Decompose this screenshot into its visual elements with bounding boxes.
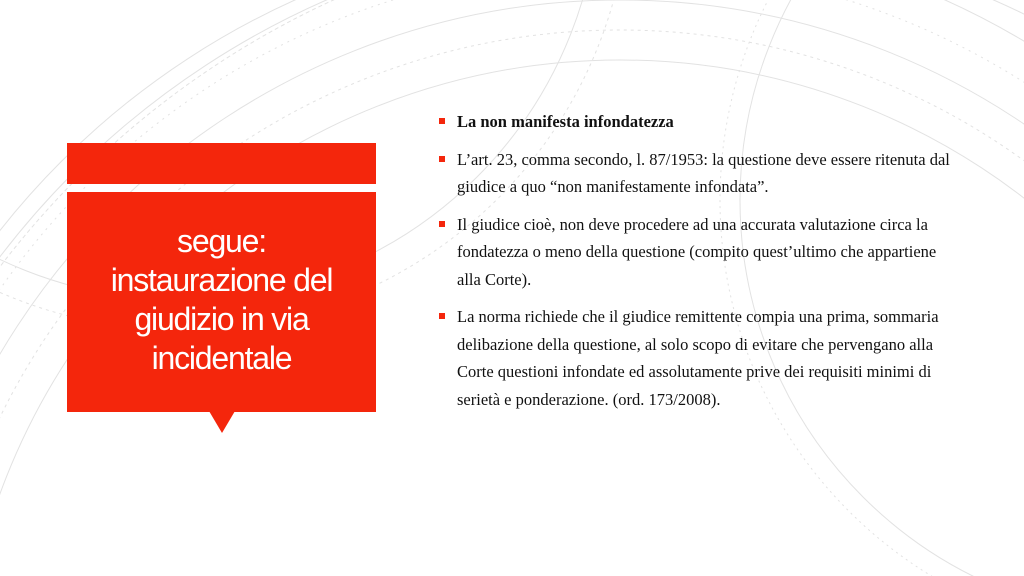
square-bullet-icon bbox=[439, 118, 445, 124]
square-bullet-icon bbox=[439, 313, 445, 319]
accent-bar bbox=[67, 143, 376, 184]
slide-title-line: giudizio in via bbox=[134, 301, 309, 337]
slide-title bbox=[82, 222, 362, 378]
bullet-heading: La non manifesta infondatezza bbox=[457, 112, 674, 131]
bullet-text: L’art. 23, comma secondo, l. 87/1953: la questione deve essere ritenuta dal giudice a quo “non manifestamente infondata”. bbox=[457, 149, 950, 196]
bullet-item bbox=[436, 108, 956, 136]
title-pointer bbox=[209, 411, 235, 433]
bullet-item bbox=[436, 303, 956, 413]
slide-title-line: segue: bbox=[177, 223, 266, 259]
bullet-item bbox=[436, 211, 956, 294]
slide-title-line: instaurazione del bbox=[110, 262, 333, 298]
square-bullet-icon bbox=[439, 221, 445, 227]
bullet-item bbox=[436, 146, 956, 201]
bullet-list bbox=[436, 108, 956, 413]
square-bullet-icon bbox=[439, 156, 445, 162]
title-box bbox=[67, 192, 376, 412]
bullet-text: Il giudice cioè, non deve procedere ad una accurata valutazione circa la fondatezza o meno della questione (compito quest’ultimo che appartiene alla Corte). bbox=[457, 214, 937, 289]
bullet-text: La norma richiede che il giudice remittente compia una prima, sommaria delibazione della questione, al solo scopo di evitare che pervengano alla Corte questioni infondate ed assolutamente prive dei requisiti minimi di serietà e ponderazione. (ord. 173/2008). bbox=[457, 307, 939, 409]
slide-title-line: incidentale bbox=[151, 340, 292, 376]
